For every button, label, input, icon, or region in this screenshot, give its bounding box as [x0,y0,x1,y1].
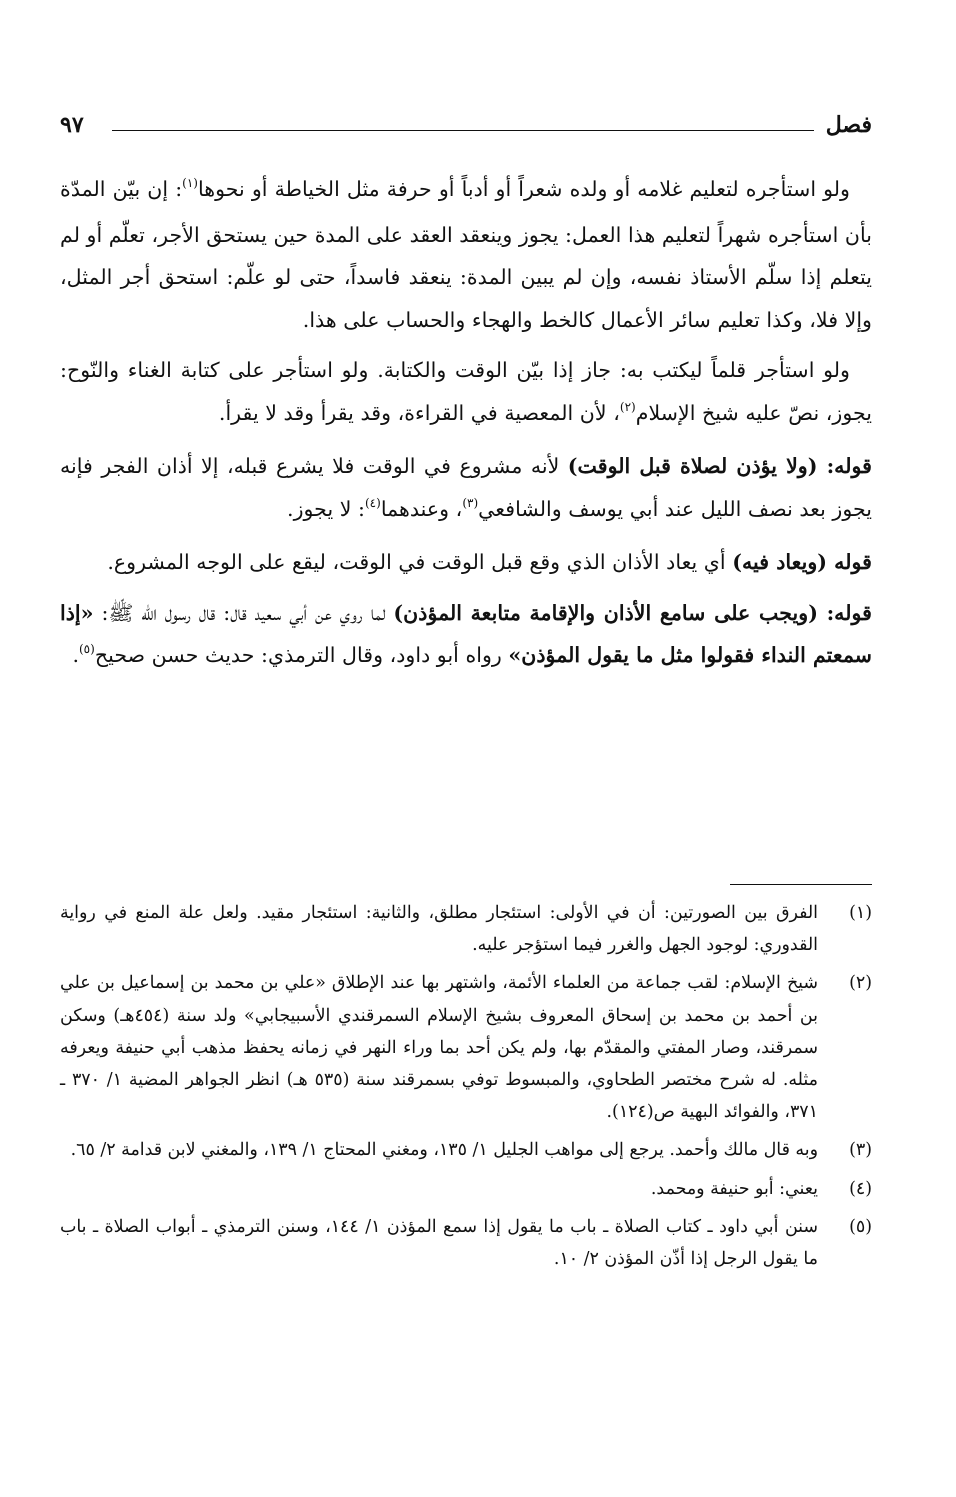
footnote-text: سنن أبي داود ـ كتاب الصلاة ـ باب ما يقول إذا سمع المؤذن ١/ ١٤٤، وسنن الترمذي ـ أبواب الصلاة ـ باب ما يقول الرجل إذا أذّن المؤذن ٢/ ١٠. [60,1216,819,1270]
page-number: ٩٧ [60,112,84,138]
footnote-number: (٣) [849,1140,872,1161]
paragraph-text: ولو استأجر قلماً ليكتب به: جاز إذا بيّن الوقت والكتابة. ولو استأجر على كتابة الغناء والنّوح: يجوز، نصّ عليه شيخ الإسلام [60,358,872,425]
paragraph-text: ، لأن المعصية في القراءة، وقد يقرأ وقد لا يقرأ. [218,400,620,425]
footnote-text: شيخ الإسلام: لقب جماعة من العلماء الأئمة، واشتهر بها عند الإطلاق «علي بن محمد بن إسماعيل بن علي بن أحمد بن محمد بن إسحاق المعروف بشيخ الإسلام السمرقندي الأسبيجابي» ولد سنة (٤٥٤هـ) وسكن سمرقند، وصار المفتي والمقدّم بها، ولم يكن أحد بما وراء النهر في زمانه يحفظ مذهب أبي حنيفة ويعرفه مثله. له شرح مختصر الطحاوي، والمبسوط توفي بسمرقند سنة (٥٣٥ هـ) انظر الجواهر المضية ١/ ٣٧٠ ـ ٣٧١، والفوائد البهية ص(١٢٤). [60,973,819,1123]
footnote-text: يعني: أبو حنيفة ومحمد. [650,1178,818,1199]
footnote-number: (١) [849,903,872,923]
paragraph-3 [60,445,872,533]
footnote [60,967,872,1128]
footnote-ref-1: (١) [182,176,198,190]
footnote-text: الفرق بين الصورتين: أن في الأولى: استئجار مطلق، والثانية: استئجار مقيد. ولعل علة المنع في رواية القدوري: لوجود الجهل والغرر فيما استؤجر عليه. [60,903,818,956]
footnote-ref-4: (٤) [364,495,381,510]
paragraph-text: : إن بيّن المدّة بأن استأجره شهراً لتعليم هذا العمل: يجوز وينعقد العقد على المدة حين يستحق الأجر، تعلّم أو لم يتعلم إذا سلّم الأستاذ نفسه، وإن لم يبين المدة: ينعقد فاسداً، حتى لو علّم: استحق أجر المثل، وإلا فلا، وكذا تعليم سائر الأعمال كالخط والهجاء والحساب على هذا. [59,177,872,332]
paragraph-text: ولو استأجره لتعليم غلامه أو ولده شعراً أو أدباً أو حرفة مثل الخياطة أو نحوها [197,177,850,201]
footnote [60,1173,872,1205]
paragraph-text: لما روي عن أبي سعيد قال: قال رسول الله ﷺ: [93,600,394,625]
main-text [60,168,872,680]
paragraph-text: . [72,643,79,667]
footnote-number: (٢) [849,973,872,994]
running-header [60,112,872,142]
footnote-number: (٥) [849,1216,872,1237]
paragraph-5 [60,592,872,680]
paragraph-4 [60,541,872,584]
paragraph-text: ، وعندهما [380,496,463,521]
hadith-quote: «إذا سمعتم النداء فقولوا مثل ما يقول المؤذن» [60,600,872,667]
footnote-ref-5: (٥) [78,642,95,656]
paragraph-text: أي يعاد الأذان الذي وقع قبل الوقت في الوقت، ليقع على الوجه المشروع. [107,550,733,574]
paragraph-text: : لا يجوز. [287,496,365,521]
paragraph-1 [60,168,872,341]
paragraph-text: لأنه مشروع في الوقت فلا يشرع قبله، إلا أذان الفجر فإنه يجوز بعد نصف الليل عند أبي يوسف والشافعي [60,454,872,521]
footnote-ref-3: (٣) [462,495,479,510]
paragraph-2 [60,349,872,437]
paragraph-text: رواه أبو داود، وقال الترمذي: حديث حسن صحيح [94,643,509,667]
chapter-title: فصل [825,112,872,138]
footnote-ref-2: (٢) [619,399,636,414]
footnote-separator [730,884,872,885]
quoted-text-heading: قوله: (ولا يؤذن لصلاة قبل الوقت) [567,454,872,478]
footnote [60,1211,872,1275]
footnotes [60,897,872,1275]
quoted-text-heading: قوله: (ويجب على سامع الأذان والإقامة متابعة المؤذن) [393,600,872,625]
footnote [60,897,872,961]
footnote [60,1134,872,1166]
quoted-text-heading: قوله (ويعاد فيه) [732,550,872,574]
book-page [60,0,872,1497]
footnote-text: وبه قال مالك وأحمد. يرجع إلى مواهب الجليل ١/ ١٣٥، ومغني المحتاج ١/ ١٣٩، والمغني لابن قدامة ٢/ ٦٥. [70,1140,818,1161]
footnote-number: (٤) [849,1178,872,1199]
header-rule [112,130,814,131]
